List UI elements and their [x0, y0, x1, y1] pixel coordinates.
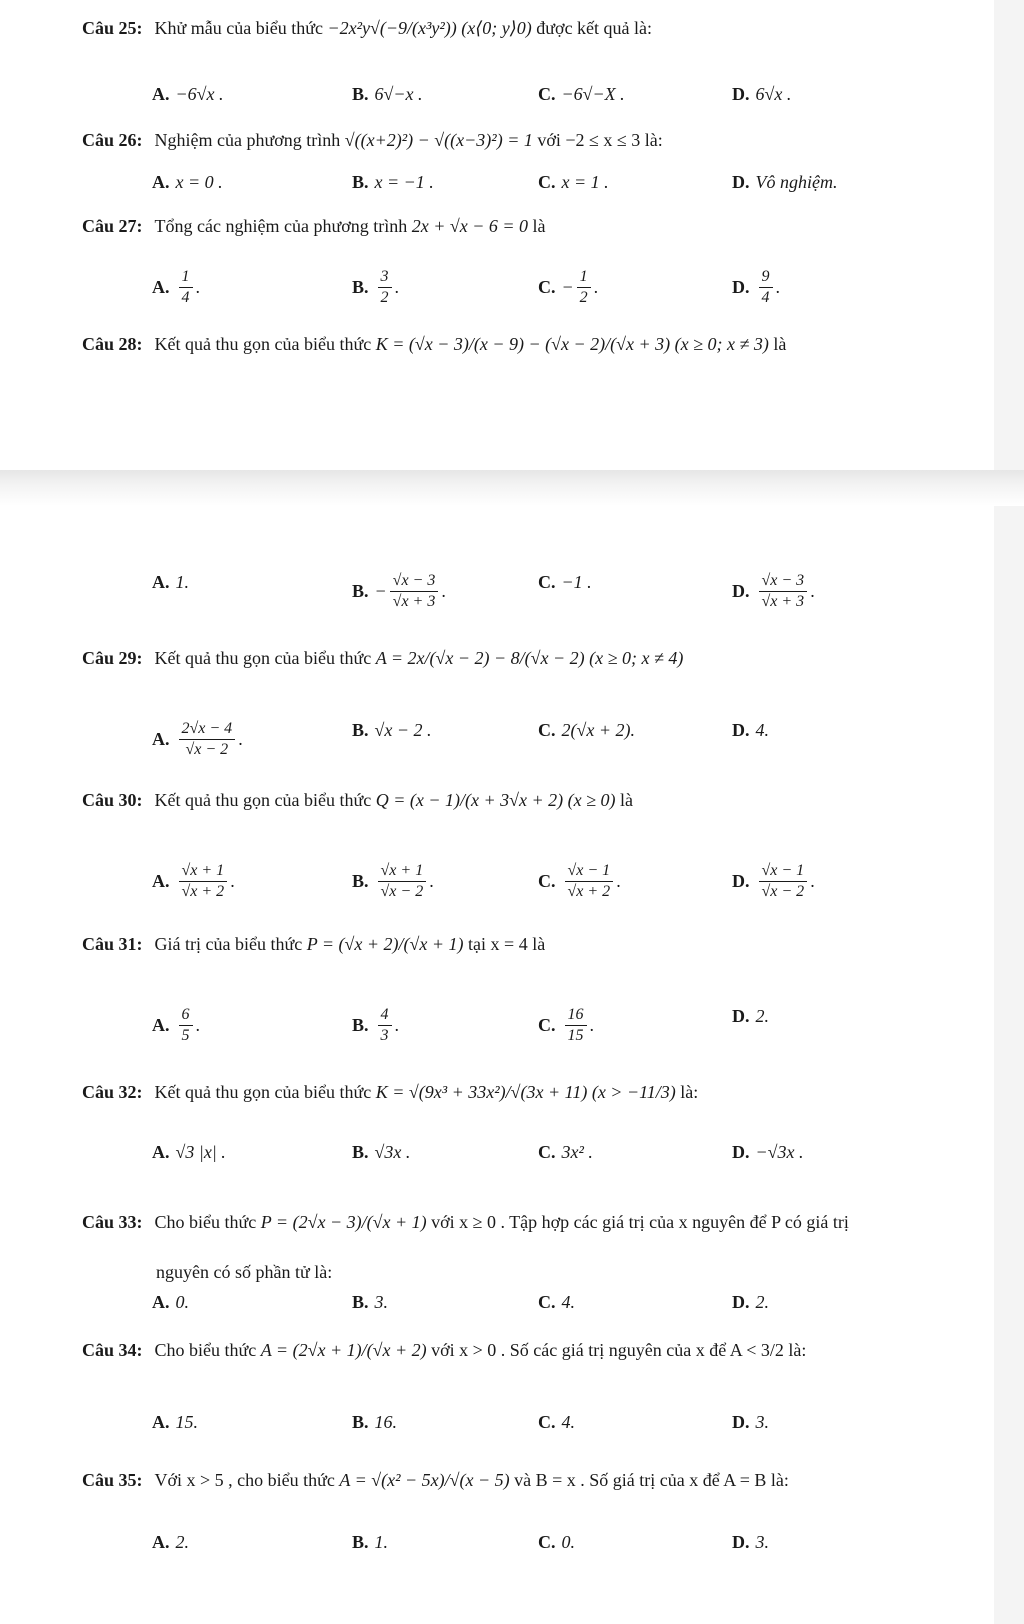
option-letter: C.: [538, 1532, 556, 1552]
option-fraction: [378, 862, 427, 901]
option-letter: B.: [352, 84, 369, 104]
fraction-numerator: √x − 1: [565, 862, 614, 882]
question-stem: [82, 130, 663, 151]
answer-option[interactable]: [732, 720, 769, 741]
option-value: x = −1 .: [374, 172, 434, 192]
option-value: x = 0 .: [175, 172, 223, 192]
answer-option[interactable]: [732, 1292, 769, 1313]
option-letter: B.: [352, 871, 369, 891]
fraction-denominator: 4: [761, 289, 770, 306]
fraction-denominator: 2: [380, 289, 389, 306]
option-value: 3.: [755, 1412, 769, 1432]
question-number: Câu 31:: [82, 934, 143, 954]
fraction-numerator: √x + 1: [378, 862, 427, 882]
option-letter: A.: [152, 1142, 170, 1162]
fraction-denominator: √x + 2: [181, 883, 225, 900]
option-fraction: [565, 862, 614, 901]
answer-option[interactable]: [352, 172, 434, 193]
answer-option[interactable]: [538, 84, 625, 105]
question-expression: A = 2x/(√x − 2) − 8/(√x − 2) (x ≥ 0; x ≠ 4): [375, 648, 684, 668]
option-letter: B.: [352, 277, 369, 297]
answer-option[interactable]: D. $\frac{9}{4}$ .: [732, 268, 780, 306]
question-stem: [82, 334, 786, 355]
question-text-after: với x ≥ 0 . Tập hợp các giá trị của x nguyên để P có giá trị: [431, 1212, 849, 1232]
option-value: −6√−X .: [561, 84, 625, 104]
option-value: Vô nghiệm.: [755, 172, 838, 192]
fraction-denominator: √x + 3: [761, 593, 805, 610]
question-stem: [82, 648, 683, 669]
question-stem: [82, 1470, 789, 1491]
fraction-numerator: √x − 3: [759, 572, 808, 592]
answer-option[interactable]: B. $\frac{√x + 1}{√x - 2}$ .: [352, 862, 434, 900]
question-stem: [82, 790, 633, 811]
answer-option[interactable]: [352, 720, 432, 741]
answer-option[interactable]: [538, 1292, 575, 1313]
question-stem: [82, 1212, 849, 1233]
question-text: Kết quả thu gọn của biểu thức: [154, 334, 372, 354]
option-value: 0.: [561, 1532, 575, 1552]
option-value: 3.: [755, 1532, 769, 1552]
option-value: √3x .: [374, 1142, 411, 1162]
option-value: 3.: [374, 1292, 389, 1312]
fraction-numerator: √x + 1: [179, 862, 228, 882]
question-expression: A = (2√x + 1)/(√x + 2): [260, 1340, 427, 1360]
question-stem: [82, 934, 545, 955]
question-text-after: được kết quả là:: [536, 18, 653, 38]
option-letter: A.: [152, 729, 170, 749]
fraction-numerator: √x − 3: [390, 572, 439, 592]
answer-option[interactable]: B. $\frac{4}{3}$ .: [352, 1006, 400, 1044]
option-letter: C.: [538, 572, 556, 592]
option-sign: −: [374, 581, 387, 601]
option-value: 15.: [175, 1412, 198, 1432]
answer-option[interactable]: [352, 84, 423, 105]
question-number: Câu 34:: [82, 1340, 143, 1360]
option-value: 4.: [755, 720, 769, 740]
question-text-after: tại x = 4 là: [468, 934, 546, 954]
question-text: Kết quả thu gọn của biểu thức: [154, 1082, 372, 1102]
option-value: 16.: [374, 1412, 398, 1432]
question-expression: P = (√x + 2)/(√x + 1): [306, 934, 464, 954]
fraction-numerator: 6: [179, 1006, 193, 1026]
answer-option[interactable]: [152, 1142, 226, 1163]
option-fraction: [378, 1006, 392, 1045]
option-letter: D.: [732, 277, 750, 297]
answer-option[interactable]: D. $\frac{√x - 3}{√x + 3}$ .: [732, 572, 815, 610]
fraction-numerator: 4: [378, 1006, 392, 1026]
fraction-denominator: 3: [380, 1027, 389, 1044]
option-letter: C.: [538, 172, 556, 192]
answer-option[interactable]: C. − $\frac{1}{2}$ .: [538, 268, 599, 306]
question-text: Với x > 5 , cho biểu thức: [154, 1470, 335, 1490]
option-letter: A.: [152, 84, 170, 104]
question-number: Câu 27:: [82, 216, 143, 236]
answer-option[interactable]: [732, 84, 791, 105]
option-fraction: [179, 1006, 193, 1045]
option-value: −√3x .: [755, 1142, 804, 1162]
fraction-denominator: √x − 2: [185, 741, 229, 758]
question-text-after: là: [532, 216, 546, 236]
fraction-denominator: 4: [181, 289, 190, 306]
fraction-numerator: 1: [179, 268, 193, 288]
question-expression: K = √(9x³ + 33x²)/√(3x + 11) (x > −11/3): [375, 1082, 676, 1102]
question-stem: [82, 18, 652, 39]
option-letter: C.: [538, 871, 556, 891]
option-letter: A.: [152, 1292, 170, 1312]
option-letter: D.: [732, 1532, 750, 1552]
question-stem: [82, 216, 546, 237]
option-value: √x − 2 .: [374, 720, 432, 740]
option-letter: B.: [352, 1142, 369, 1162]
option-letter: D.: [732, 1412, 750, 1432]
fraction-numerator: 2√x − 4: [179, 720, 236, 740]
fraction-denominator: 5: [181, 1027, 190, 1044]
option-fraction: [759, 862, 808, 901]
option-sign: −: [561, 277, 574, 297]
option-value: −1 .: [561, 572, 592, 592]
option-letter: B.: [352, 1015, 369, 1035]
option-fraction: [577, 268, 591, 307]
question-expression: P = (2√x − 3)/(√x + 1): [260, 1212, 427, 1232]
question-expression: √((x+2)²) − √((x−3)²) = 1: [344, 130, 533, 150]
option-letter: D.: [732, 84, 750, 104]
option-letter: D.: [732, 720, 750, 740]
answer-option[interactable]: [152, 572, 189, 593]
answer-option[interactable]: [538, 172, 609, 193]
question-number: Câu 33:: [82, 1212, 143, 1232]
option-letter: A.: [152, 871, 170, 891]
question-text: Tổng các nghiệm của phương trình: [154, 216, 408, 236]
fraction-numerator: 9: [759, 268, 773, 288]
question-expression: 2x + √x − 6 = 0: [411, 216, 529, 236]
option-fraction: [390, 572, 439, 611]
option-letter: A.: [152, 172, 170, 192]
question-text: Kết quả thu gọn của biểu thức: [154, 648, 372, 668]
answer-option[interactable]: [352, 1412, 397, 1433]
option-letter: D.: [732, 1142, 750, 1162]
question-text-after: và B = x . Số giá trị của x để A = B là:: [514, 1470, 789, 1490]
option-fraction: [759, 268, 773, 307]
answer-option[interactable]: A. $\frac{2√x - 4}{√x - 2}$ .: [152, 720, 243, 758]
answer-option[interactable]: [152, 1412, 198, 1433]
answer-option[interactable]: [538, 1532, 575, 1553]
option-value: 2.: [755, 1006, 769, 1026]
question-text-line2: nguyên có số phần tử là:: [156, 1262, 333, 1282]
answer-option[interactable]: [152, 84, 224, 105]
page-separator: [0, 470, 1024, 506]
answer-option[interactable]: A. $\frac{√x + 1}{√x + 2}$ .: [152, 862, 235, 900]
option-letter: C.: [538, 1412, 556, 1432]
option-letter: D.: [732, 172, 750, 192]
option-letter: A.: [152, 1532, 170, 1552]
fraction-numerator: √x − 1: [759, 862, 808, 882]
question-expression: −2x²y√(−9/(x³y²)) (x⟨0; y⟩0): [327, 18, 532, 38]
question-expression: A = √(x² − 5x)/√(x − 5): [339, 1470, 510, 1490]
answer-option[interactable]: D. $\frac{√x - 1}{√x - 2}$ .: [732, 862, 815, 900]
answer-option[interactable]: [732, 1532, 769, 1553]
option-fraction: [179, 720, 236, 759]
answer-option[interactable]: B. $\frac{3}{2}$ .: [352, 268, 400, 306]
answer-option[interactable]: [352, 1142, 410, 1163]
option-value: 4.: [561, 1412, 575, 1432]
fraction-denominator: 15: [567, 1027, 584, 1044]
answer-option[interactable]: [152, 1532, 189, 1553]
question-number: Câu 25:: [82, 18, 143, 38]
answer-option[interactable]: C. $\frac{√x - 1}{√x + 2}$ .: [538, 862, 621, 900]
answer-option[interactable]: [732, 1142, 804, 1163]
question-text: Khử mẫu của biểu thức: [154, 18, 323, 38]
answer-option[interactable]: A. $\frac{6}{5}$ .: [152, 1006, 200, 1044]
option-value: 6√x .: [755, 84, 792, 104]
question-text: Kết quả thu gọn của biểu thức: [154, 790, 372, 810]
option-letter: A.: [152, 572, 170, 592]
fraction-denominator: √x − 2: [380, 883, 424, 900]
option-fraction: [378, 268, 392, 307]
question-expression: K = (√x − 3)/(x − 9) − (√x − 2)/(√x + 3) (x ≥ 0; x ≠ 3): [375, 334, 769, 354]
fraction-denominator: 2: [579, 289, 588, 306]
question-number: Câu 30:: [82, 790, 143, 810]
question-text: Cho biểu thức: [154, 1212, 257, 1232]
question-number: Câu 28:: [82, 334, 143, 354]
option-value: −6√x .: [175, 84, 224, 104]
question-text: Giá trị của biểu thức: [154, 934, 303, 954]
option-value: 2.: [755, 1292, 769, 1312]
question-text-after: là:: [680, 1082, 699, 1102]
option-letter: B.: [352, 1292, 369, 1312]
question-text-after: là: [619, 790, 633, 810]
option-letter: C.: [538, 277, 556, 297]
fraction-numerator: 16: [565, 1006, 587, 1026]
question-stem: [82, 1082, 698, 1103]
option-value: x = 1 .: [561, 172, 609, 192]
fraction-denominator: √x − 2: [761, 883, 805, 900]
answer-option[interactable]: B. − $\frac{√x - 3}{√x + 3}$ .: [352, 572, 446, 610]
option-letter: C.: [538, 1292, 556, 1312]
question-number: Câu 35:: [82, 1470, 143, 1490]
answer-option[interactable]: [352, 1532, 388, 1553]
question-number: Câu 29:: [82, 648, 143, 668]
option-letter: C.: [538, 720, 556, 740]
option-value: 2(√x + 2).: [561, 720, 636, 740]
option-letter: A.: [152, 1015, 170, 1035]
answer-option[interactable]: [732, 1006, 769, 1027]
question-text-after: với −2 ≤ x ≤ 3 là:: [537, 130, 663, 150]
option-letter: B.: [352, 720, 369, 740]
answer-option[interactable]: [732, 172, 837, 193]
answer-option[interactable]: [538, 1412, 575, 1433]
answer-option[interactable]: A. $\frac{1}{4}$ .: [152, 268, 200, 306]
option-value: 4.: [561, 1292, 575, 1312]
option-value: 3x² .: [561, 1142, 593, 1162]
question-number: Câu 32:: [82, 1082, 143, 1102]
option-letter: C.: [538, 84, 556, 104]
fraction-numerator: 3: [378, 268, 392, 288]
option-value: √3 |x| .: [175, 1142, 226, 1162]
option-value: 6√−x .: [374, 84, 423, 104]
question-number: Câu 26:: [82, 130, 143, 150]
option-fraction: [179, 862, 228, 901]
option-fraction: [565, 1006, 587, 1045]
answer-option[interactable]: [732, 1412, 769, 1433]
option-value: 1.: [374, 1532, 389, 1552]
fraction-denominator: √x + 3: [392, 593, 436, 610]
option-letter: D.: [732, 1292, 750, 1312]
option-value: 0.: [175, 1292, 189, 1312]
answer-option[interactable]: [538, 1142, 593, 1163]
question-text: Nghiệm của phương trình: [154, 130, 341, 150]
question-expression: Q = (x − 1)/(x + 3√x + 2) (x ≥ 0): [375, 790, 616, 810]
question-text: Cho biểu thức: [154, 1340, 257, 1360]
option-letter: A.: [152, 1412, 170, 1432]
option-letter: B.: [352, 1532, 369, 1552]
fraction-denominator: √x + 2: [567, 883, 611, 900]
question-stem: [82, 1340, 806, 1361]
page-edge: [994, 0, 1024, 1624]
option-value: 1.: [175, 572, 189, 592]
option-letter: D.: [732, 1006, 750, 1026]
answer-option[interactable]: [152, 1292, 189, 1313]
question-text-after: với x > 0 . Số các giá trị nguyên của x để A < 3/2 là:: [431, 1340, 807, 1360]
answer-option[interactable]: [152, 172, 223, 193]
option-letter: C.: [538, 1142, 556, 1162]
option-letter: B.: [352, 581, 369, 601]
answer-option[interactable]: [538, 720, 635, 741]
answer-option[interactable]: C. $\frac{16}{15}$ .: [538, 1006, 594, 1044]
option-letter: B.: [352, 172, 369, 192]
answer-option[interactable]: [538, 572, 592, 593]
option-letter: A.: [152, 277, 170, 297]
fraction-numerator: 1: [577, 268, 591, 288]
option-value: 2.: [175, 1532, 189, 1552]
option-fraction: [759, 572, 808, 611]
option-letter: B.: [352, 1412, 369, 1432]
option-letter: D.: [732, 871, 750, 891]
option-letter: C.: [538, 1015, 556, 1035]
answer-option[interactable]: [352, 1292, 388, 1313]
option-letter: D.: [732, 581, 750, 601]
question-text-after: là: [773, 334, 787, 354]
option-fraction: [179, 268, 193, 307]
